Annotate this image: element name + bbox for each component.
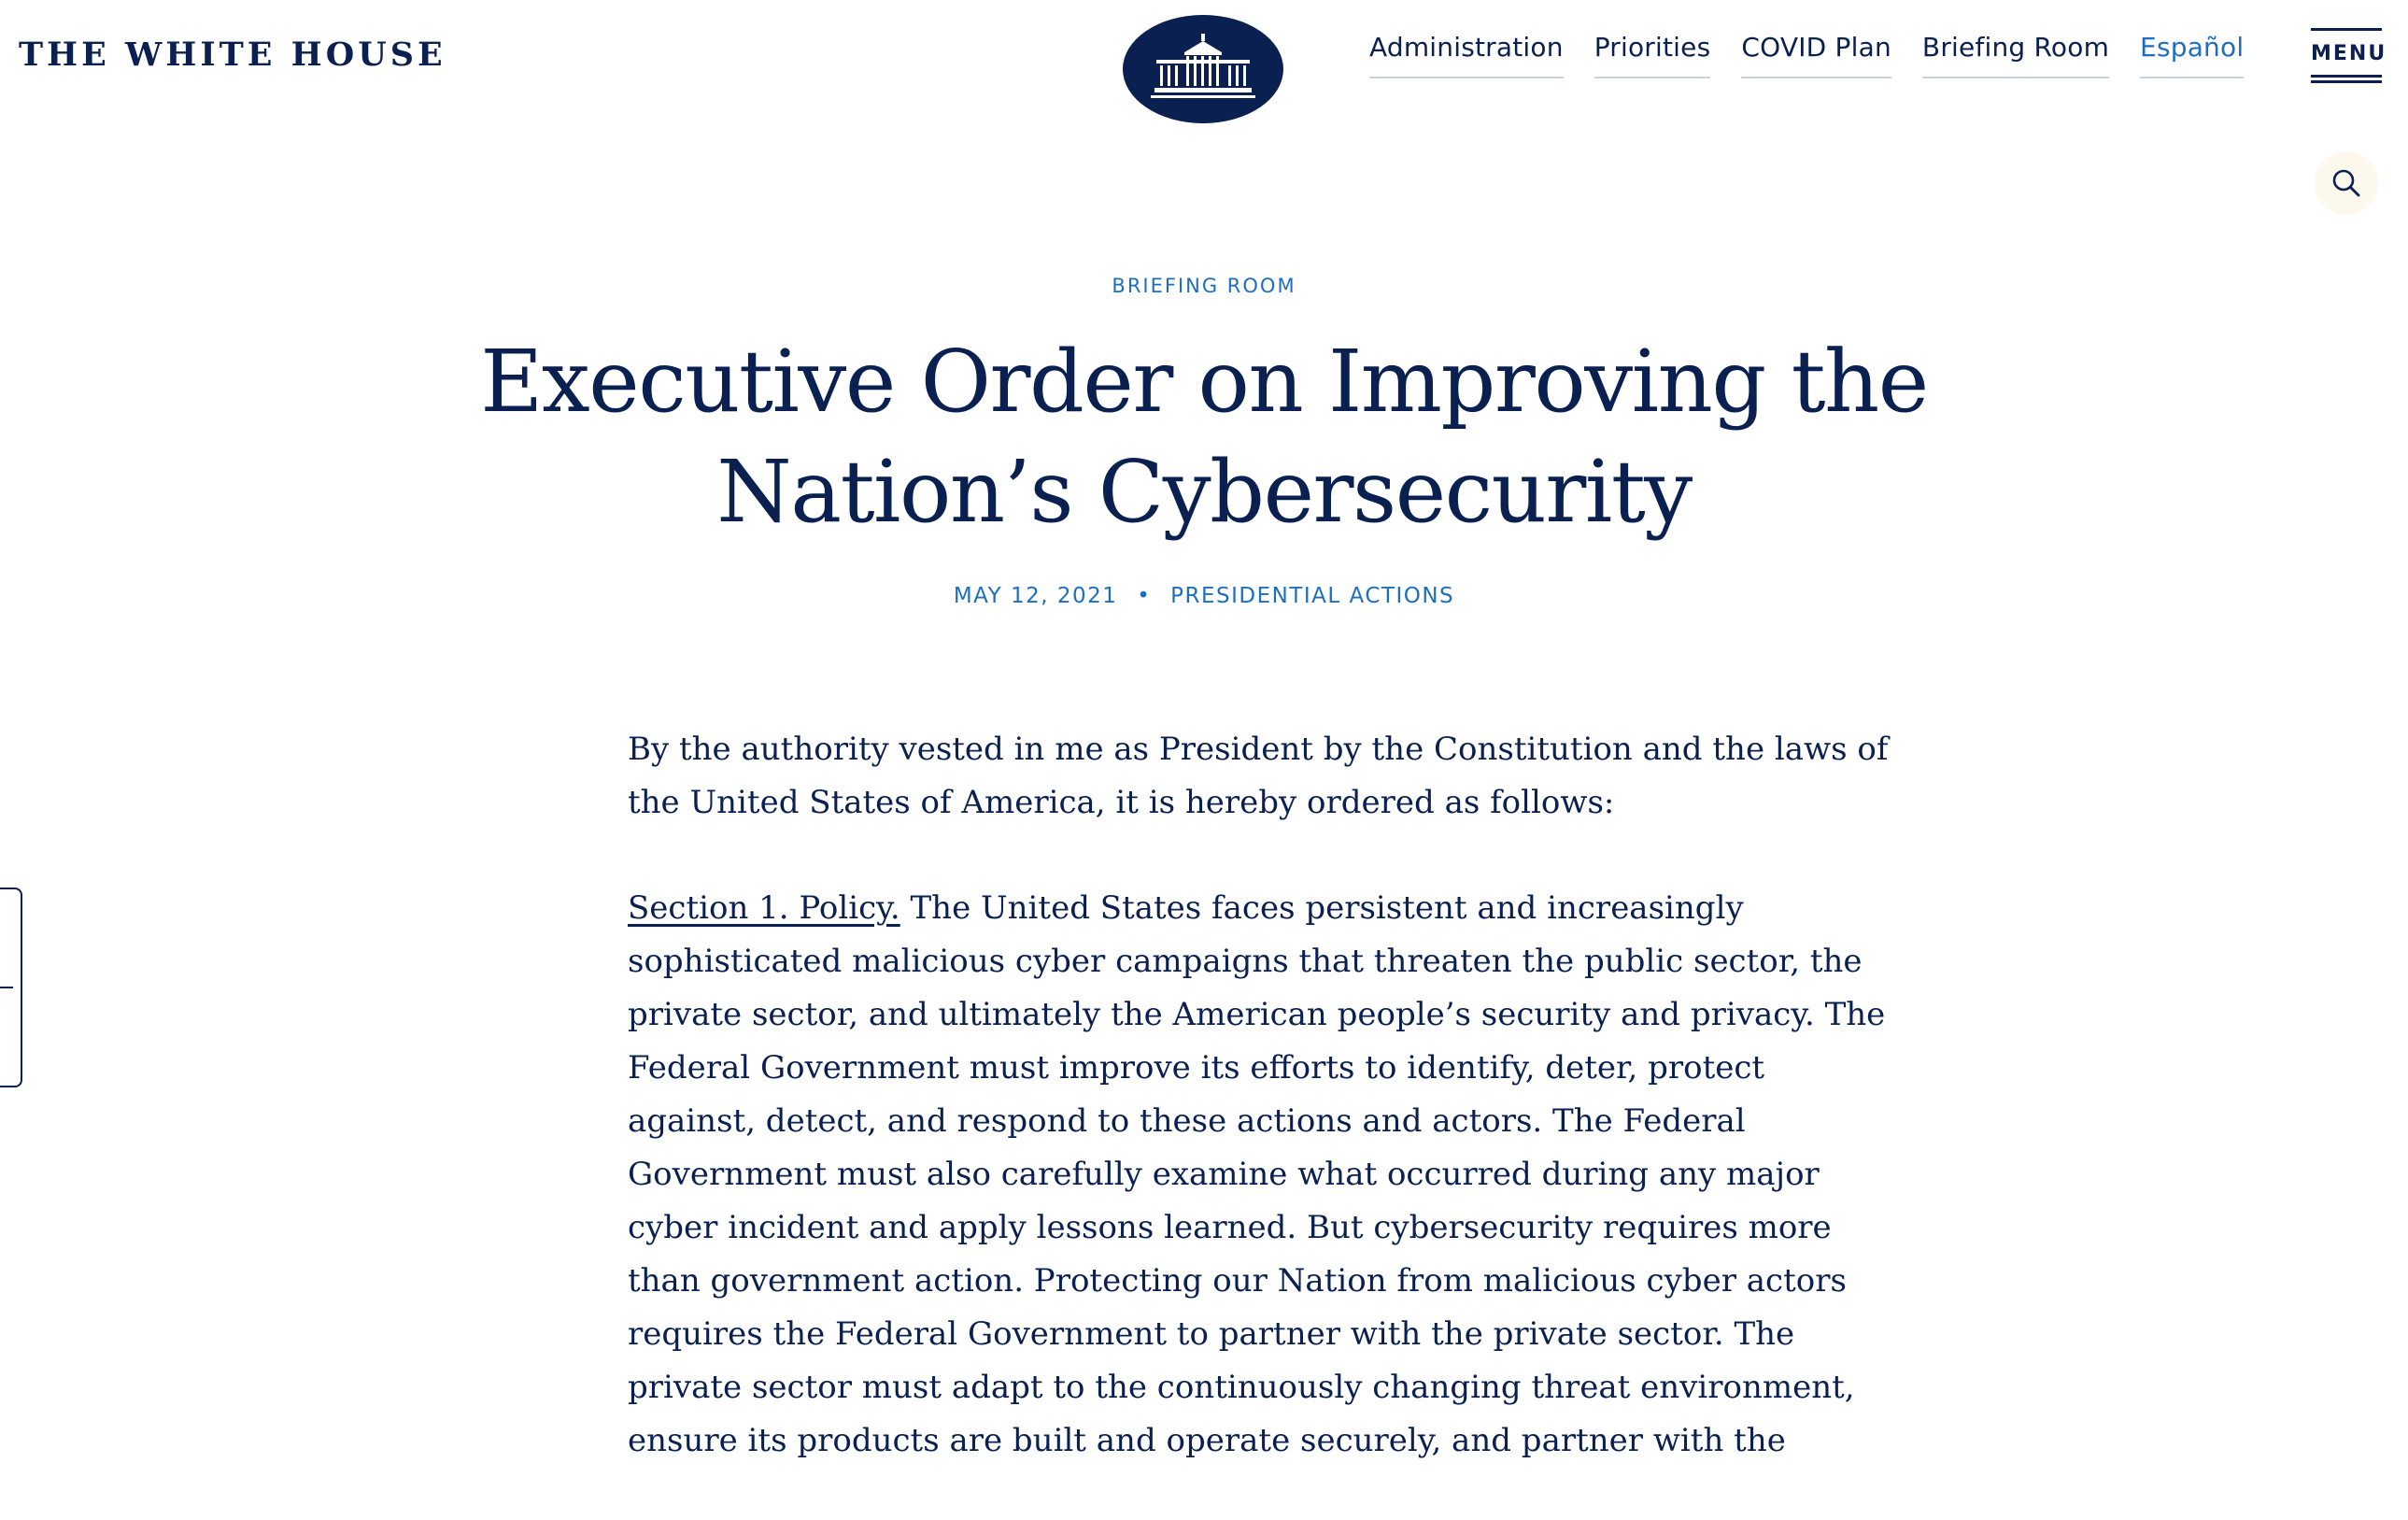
search-icon (2331, 168, 2361, 198)
intro-line: By the authority vested in me as President by the Constitution and the laws of (628, 731, 1889, 768)
section-line: requires the Federal Government to partner with the private sector. The (628, 1315, 1795, 1353)
section-line: Federal Government must improve its efforts to identify, deter, protect (628, 1049, 1765, 1087)
search-button[interactable] (2315, 151, 2378, 215)
menu-button[interactable] (2311, 28, 2387, 82)
publish-date: MAY 12, 2021 (953, 584, 1118, 608)
section-line: private sector must adapt to the continuously changing threat environment, (628, 1369, 1855, 1406)
intro-line: the United States of America, it is hereby ordered as follows: (628, 784, 1615, 821)
article-body (628, 723, 1889, 1520)
intro-paragraph (628, 723, 1889, 830)
main-nav (1369, 32, 2244, 78)
section-line: Government must also carefully examine what occurred during any major (628, 1156, 1820, 1193)
side-tab-divider (0, 987, 13, 988)
section-line: private sector, and ultimately the American people’s security and privacy. The (628, 996, 1886, 1033)
section-line: ensure its products are built and operate securely, and partner with the (628, 1422, 1786, 1459)
section-line: cyber incident and apply lessons learned. But cybersecurity requires more (628, 1209, 1832, 1246)
section-line: sophisticated malicious cyber campaigns that threaten the public sector, the (628, 943, 1863, 980)
article-meta (0, 584, 2408, 608)
section-heading: Section 1. Policy. (628, 889, 900, 927)
site-title-link[interactable]: THE WHITE HOUSE (19, 36, 446, 74)
nav-priorities[interactable]: Priorities (1594, 32, 1711, 78)
section-line: than government action. Protecting our Nation from malicious cyber actors (628, 1262, 1847, 1300)
menu-label: MENU (2311, 42, 2387, 65)
section-1-paragraph (628, 882, 1886, 1468)
nav-administration[interactable]: Administration (1369, 32, 1564, 78)
hamburger-menu-icon (2311, 28, 2382, 31)
nav-covid-plan[interactable]: COVID Plan (1741, 32, 1891, 78)
title-line-1: Executive Order on Improving the (480, 332, 1928, 432)
nav-espanol[interactable]: Español (2140, 32, 2244, 78)
nav-briefing-room[interactable]: Briefing Room (1922, 32, 2109, 78)
category-link[interactable]: BRIEFING ROOM (1112, 275, 1296, 297)
topic-link[interactable]: PRESIDENTIAL ACTIONS (1170, 584, 1455, 608)
section-line-text: The United States faces persistent and increasingly (899, 889, 1744, 927)
section-line: against, detect, and respond to these actions and actors. The Federal (628, 1102, 1746, 1140)
side-share-tab[interactable] (0, 888, 22, 1087)
page-title (270, 327, 2138, 547)
meta-separator: • (1137, 584, 1152, 608)
section-line (628, 882, 1805, 935)
title-line-2: Nation’s Cybersecurity (716, 442, 1692, 542)
white-house-seal-logo[interactable] (1123, 15, 1283, 123)
